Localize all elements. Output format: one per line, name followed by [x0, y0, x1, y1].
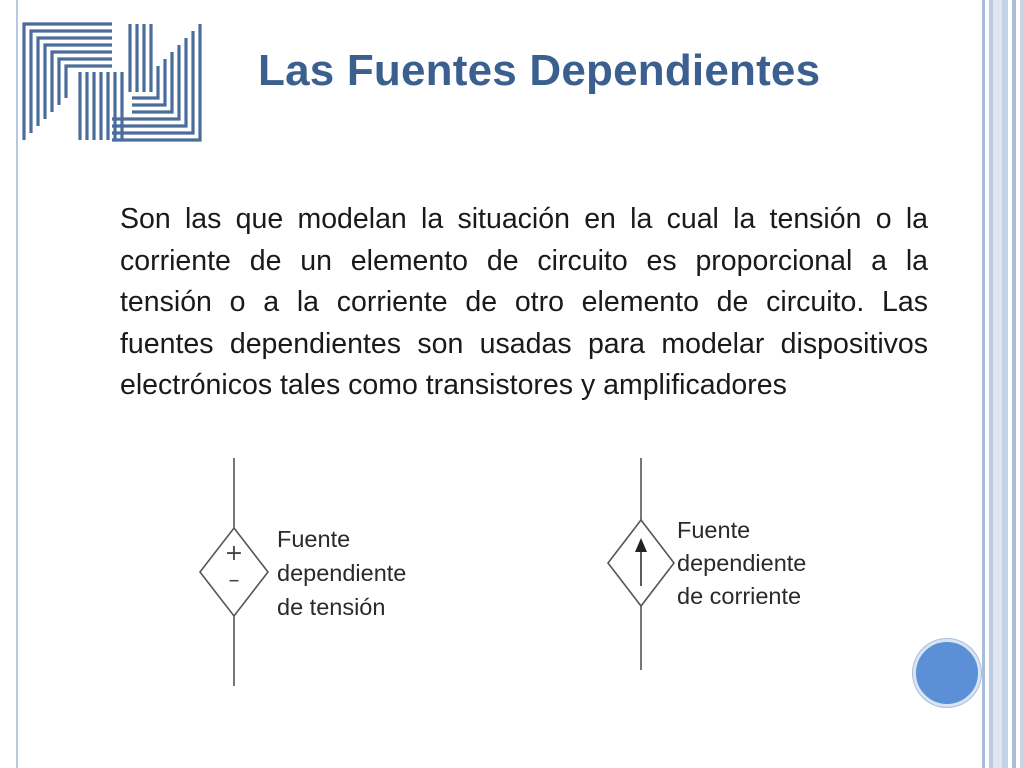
- slide-body-text: Son las que modelan la situación en la cual la tensión o la corriente de un elemento de circuito es proporcional a la tensión o a la corriente de otro elemento de circuito. Las fuentes dependientes son usadas para modelar dispositivos electrónicos tales como transistores y amplificadores: [120, 203, 928, 401]
- voltage-label-line: de tensión: [277, 594, 386, 620]
- plus-sign: +: [224, 541, 244, 566]
- voltage-source-label: [277, 522, 406, 624]
- nav-circle-icon: [913, 639, 981, 707]
- current-label-line: Fuente: [677, 517, 751, 543]
- university-logo-icon: [22, 22, 202, 142]
- slide-title: Las Fuentes Dependientes: [258, 46, 821, 95]
- voltage-label-line: dependiente: [277, 560, 407, 586]
- voltage-label-line: Fuente: [277, 526, 351, 552]
- minus-sign: –: [228, 568, 240, 593]
- decorative-right-band: [978, 0, 1024, 768]
- current-label-line: de corriente: [677, 583, 802, 609]
- current-label-line: dependiente: [677, 550, 807, 576]
- current-source-label: [677, 514, 806, 613]
